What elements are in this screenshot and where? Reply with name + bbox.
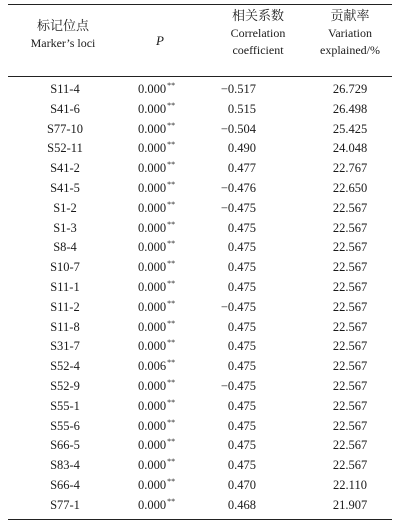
header-variation-zh: 贡献率 xyxy=(330,9,370,24)
p-value: 0.000 xyxy=(138,299,167,314)
p-value-cell xyxy=(138,377,175,397)
significance-marker: ** xyxy=(167,397,176,407)
header-p-value: P xyxy=(156,33,164,48)
significance-marker: ** xyxy=(167,100,176,110)
correlation-cell: 0.475 xyxy=(227,220,256,235)
significance-marker: ** xyxy=(167,160,176,170)
correlation-cell: −0.475 xyxy=(220,378,256,393)
p-value-cell xyxy=(138,476,175,496)
p-value: 0.000 xyxy=(138,180,167,195)
header-variation-en1: Variation xyxy=(328,26,372,40)
table-row xyxy=(0,258,400,278)
table-row xyxy=(0,298,400,318)
correlation-cell: 0.475 xyxy=(227,240,256,255)
significance-marker: ** xyxy=(167,476,176,486)
marker-locus-cell: S1-2 xyxy=(53,200,77,215)
correlation-cell: 0.475 xyxy=(227,398,256,413)
marker-locus-cell: S11-2 xyxy=(50,299,80,314)
p-value: 0.000 xyxy=(138,497,167,512)
table-row xyxy=(0,278,400,298)
correlation-cell: 0.490 xyxy=(227,141,256,156)
table-row xyxy=(0,139,400,159)
p-value-cell xyxy=(138,298,175,318)
variation-cell: 22.567 xyxy=(332,458,368,473)
table-row xyxy=(0,496,400,516)
correlation-cell: 0.475 xyxy=(227,359,256,374)
marker-locus-cell: S66-5 xyxy=(50,438,80,453)
p-value-cell xyxy=(138,80,175,100)
correlation-cell: 0.475 xyxy=(227,438,256,453)
table-row xyxy=(0,179,400,199)
significance-marker: ** xyxy=(167,417,176,427)
significance-marker: ** xyxy=(167,259,176,269)
significance-marker: ** xyxy=(167,81,176,90)
table-row xyxy=(0,456,400,476)
p-value-cell xyxy=(138,337,175,357)
table-row xyxy=(0,159,400,179)
variation-cell: 22.567 xyxy=(332,438,368,453)
variation-cell: 21.907 xyxy=(332,497,368,512)
p-value: 0.000 xyxy=(138,82,167,96)
marker-locus-cell: S41-5 xyxy=(50,180,80,195)
variation-cell: 22.567 xyxy=(332,200,368,215)
significance-marker: ** xyxy=(167,437,176,447)
variation-cell: 22.567 xyxy=(332,418,368,433)
p-value: 0.006 xyxy=(138,359,167,374)
marker-locus-cell: S55-6 xyxy=(50,418,80,433)
header-correlation-en1: Correlation xyxy=(230,26,286,40)
marker-locus-cell: S77-1 xyxy=(50,497,80,512)
correlation-cell: 0.475 xyxy=(227,319,256,334)
correlation-cell: 0.468 xyxy=(227,497,256,512)
p-value: 0.000 xyxy=(138,458,167,473)
marker-locus-cell: S11-4 xyxy=(50,82,80,96)
p-value-cell xyxy=(138,397,175,417)
marker-locus-cell: S52-4 xyxy=(50,359,80,374)
significance-marker: ** xyxy=(167,496,176,506)
significance-marker: ** xyxy=(167,298,176,308)
significance-marker: ** xyxy=(167,318,176,328)
table-row xyxy=(0,357,400,377)
p-value: 0.000 xyxy=(138,378,167,393)
p-value-cell xyxy=(138,199,175,219)
marker-locus-cell: S11-1 xyxy=(50,279,80,294)
p-value-cell xyxy=(138,417,175,437)
p-value-cell xyxy=(138,357,175,377)
correlation-cell: −0.475 xyxy=(220,200,256,215)
variation-cell: 26.729 xyxy=(332,82,368,96)
significance-marker: ** xyxy=(167,120,176,130)
variation-cell: 24.048 xyxy=(332,141,368,156)
variation-cell: 22.567 xyxy=(332,240,368,255)
correlation-cell: 0.475 xyxy=(227,339,256,354)
table-row xyxy=(0,476,400,496)
correlation-cell: −0.475 xyxy=(220,299,256,314)
marker-locus-cell: S8-4 xyxy=(53,240,77,255)
significance-marker: ** xyxy=(167,239,176,249)
correlation-cell: −0.517 xyxy=(220,82,256,96)
marker-locus-cell: S66-4 xyxy=(50,477,80,492)
header-variation xyxy=(308,8,392,74)
table-top-rule xyxy=(8,4,392,5)
p-value: 0.000 xyxy=(138,161,167,176)
marker-locus-cell: S55-1 xyxy=(50,398,80,413)
p-value-cell xyxy=(138,318,175,338)
p-value: 0.000 xyxy=(138,121,167,136)
table-row xyxy=(0,337,400,357)
marker-locus-cell: S31-7 xyxy=(50,339,80,354)
significance-marker: ** xyxy=(167,377,176,387)
p-value-cell xyxy=(138,100,175,120)
significance-marker: ** xyxy=(167,278,176,288)
variation-cell: 22.567 xyxy=(332,378,368,393)
correlation-cell: 0.475 xyxy=(227,418,256,433)
marker-locus-cell: S83-4 xyxy=(50,458,80,473)
p-value: 0.000 xyxy=(138,101,167,116)
table-row xyxy=(0,397,400,417)
marker-locus-cell: S52-9 xyxy=(50,378,80,393)
table-row xyxy=(0,417,400,437)
variation-cell: 22.567 xyxy=(332,319,368,334)
header-marker-loci-en: Marker’s loci xyxy=(30,36,96,50)
marker-locus-cell: S10-7 xyxy=(50,260,80,275)
header-correlation-zh: 相关系数 xyxy=(231,9,284,24)
correlation-cell: −0.476 xyxy=(220,180,256,195)
p-value-cell xyxy=(138,159,175,179)
correlation-cell: −0.504 xyxy=(220,121,256,136)
correlation-cell: 0.475 xyxy=(227,279,256,294)
p-value: 0.000 xyxy=(138,240,167,255)
p-value: 0.000 xyxy=(138,339,167,354)
marker-locus-cell: S1-3 xyxy=(53,220,77,235)
variation-cell: 22.567 xyxy=(332,279,368,294)
p-value-cell xyxy=(138,238,175,258)
table-row xyxy=(0,318,400,338)
significance-marker: ** xyxy=(167,338,176,348)
table-row xyxy=(0,436,400,456)
table-row xyxy=(0,100,400,120)
header-variation-en2: explained/% xyxy=(320,43,380,57)
p-value: 0.000 xyxy=(138,438,167,453)
marker-locus-cell: S41-6 xyxy=(50,101,80,116)
table-row xyxy=(0,377,400,397)
p-value-cell xyxy=(138,179,175,199)
variation-cell: 26.498 xyxy=(332,101,368,116)
table-body xyxy=(0,80,400,516)
variation-cell: 22.110 xyxy=(333,477,367,492)
table-row xyxy=(0,80,400,100)
marker-locus-cell: S11-8 xyxy=(50,319,80,334)
p-value: 0.000 xyxy=(138,319,167,334)
variation-cell: 25.425 xyxy=(332,121,368,136)
p-value-cell xyxy=(138,278,175,298)
variation-cell: 22.567 xyxy=(332,359,368,374)
table-row xyxy=(0,199,400,219)
p-value: 0.000 xyxy=(138,279,167,294)
p-value-cell xyxy=(138,496,175,516)
significance-marker: ** xyxy=(167,358,176,368)
table-bottom-rule xyxy=(8,519,392,520)
table-row xyxy=(0,120,400,140)
p-value-cell xyxy=(138,436,175,456)
p-value: 0.000 xyxy=(138,200,167,215)
header-correlation-en2: coefficient xyxy=(232,43,284,57)
variation-cell: 22.767 xyxy=(332,161,368,176)
correlation-cell: 0.475 xyxy=(227,260,256,275)
p-value: 0.000 xyxy=(138,141,167,156)
p-value: 0.000 xyxy=(138,477,167,492)
significance-marker: ** xyxy=(167,140,176,150)
p-value-cell xyxy=(138,219,175,239)
p-value-cell xyxy=(138,258,175,278)
p-value-cell xyxy=(138,456,175,476)
marker-locus-cell: S41-2 xyxy=(50,161,80,176)
variation-cell: 22.567 xyxy=(332,339,368,354)
table-row xyxy=(0,219,400,239)
marker-locus-cell: S52-11 xyxy=(47,141,83,156)
header-marker-loci xyxy=(8,8,118,84)
variation-cell: 22.567 xyxy=(332,299,368,314)
significance-marker: ** xyxy=(167,219,176,229)
p-value: 0.000 xyxy=(138,398,167,413)
p-value-cell xyxy=(138,120,175,140)
variation-cell: 22.567 xyxy=(332,260,368,275)
significance-marker: ** xyxy=(167,179,176,189)
p-value: 0.000 xyxy=(138,260,167,275)
p-value-cell xyxy=(138,139,175,159)
significance-marker: ** xyxy=(167,199,176,209)
p-value: 0.000 xyxy=(138,220,167,235)
significance-marker: ** xyxy=(167,457,176,467)
marker-locus-cell: S77-10 xyxy=(46,121,84,136)
header-marker-loci-zh: 标记位点 xyxy=(36,19,89,34)
correlation-cell: 0.515 xyxy=(227,101,256,116)
correlation-cell: 0.477 xyxy=(227,161,256,176)
header-correlation xyxy=(208,8,308,74)
correlation-cell: 0.470 xyxy=(227,477,256,492)
table-row xyxy=(0,238,400,258)
variation-cell: 22.567 xyxy=(332,398,368,413)
p-value: 0.000 xyxy=(138,418,167,433)
correlation-cell: 0.475 xyxy=(227,458,256,473)
variation-cell: 22.567 xyxy=(332,220,368,235)
variation-cell: 22.650 xyxy=(332,180,368,195)
table-header-rule xyxy=(8,76,392,77)
